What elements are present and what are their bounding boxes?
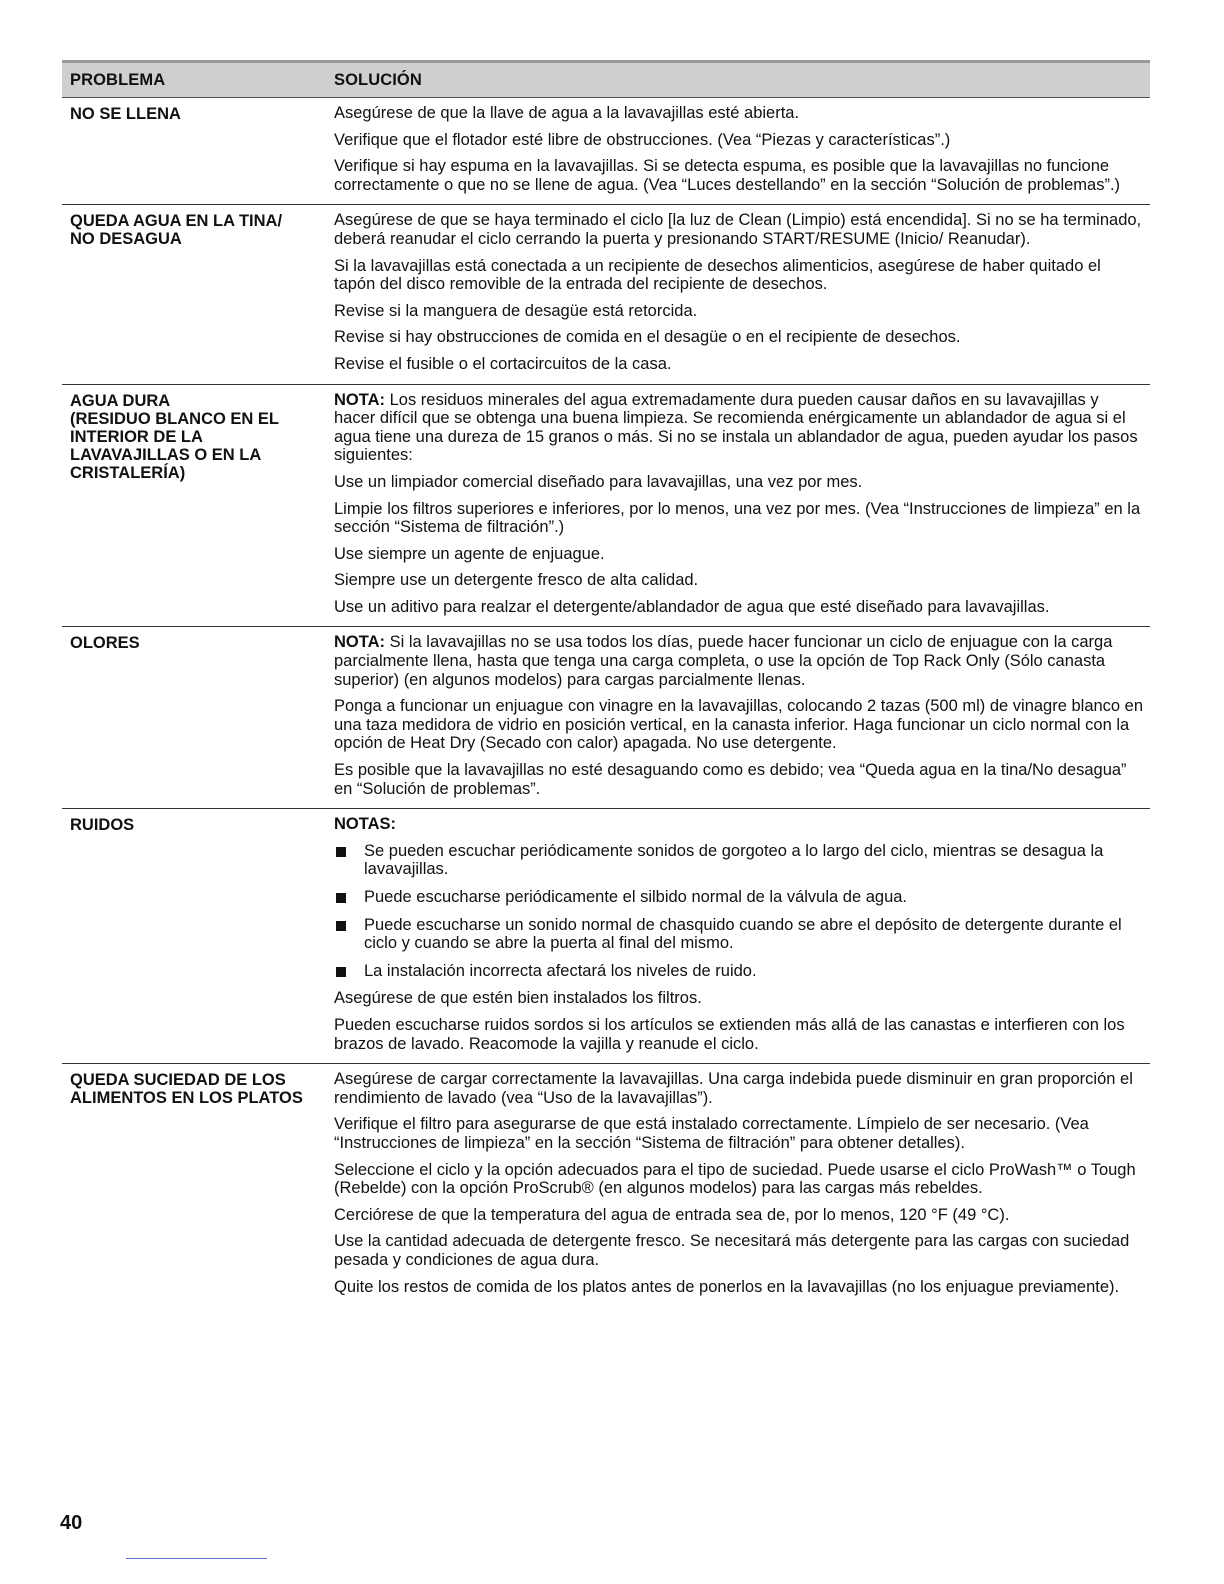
list-item bbox=[334, 962, 1144, 981]
solution-cell bbox=[334, 104, 1150, 198]
solution-cell bbox=[334, 1070, 1150, 1300]
problem-cell: NO SE LLENA bbox=[70, 105, 181, 123]
note-label: NOTA: bbox=[334, 390, 386, 409]
solution-text: Ponga a funcionar un enjuague con vinagre en la lavavajillas, colocando 2 tazas (500 ml) de vinagre blanco en una taza medidora de vidrio en posición vertical, en la canasta inferior. Haga funcionar un ciclo normal con la opción de Heat Dry (Secado con calor) apagada. No use detergente. bbox=[334, 697, 1144, 753]
problem-cell: QUEDA SUCIEDAD DE LOS ALIMENTOS EN LOS PLATOS bbox=[70, 1071, 303, 1108]
solution-text: Use siempre un agente de enjuague. bbox=[334, 544, 605, 563]
solution-text: Siempre use un detergente fresco de alta calidad. bbox=[334, 571, 699, 590]
bullet-square-icon bbox=[336, 893, 346, 903]
solution-text: Verifique si hay espuma en la lavavajillas. Si se detecta espuma, es posible que la lavavajillas no funcione correctamente o que no se llene de agua. (Vea “Luces destellando” en la sección “Solución de problemas”.) bbox=[334, 157, 1121, 194]
solution-text: Pueden escucharse ruidos sordos si los artículos se extienden más allá de las canastas e interfieren con los brazos de lavado. Reacomode la vajilla y reanude el ciclo. bbox=[334, 1015, 1125, 1053]
list-item bbox=[334, 916, 1144, 953]
header-problem: PROBLEMA bbox=[70, 70, 166, 89]
notes-list bbox=[334, 842, 1144, 981]
solution-text: Use la cantidad adecuada de detergente fresco. Se necesitará más detergente para las cargas con suciedad pesada y condiciones de agua dura. bbox=[334, 1232, 1130, 1269]
solution-text: Revise si la manguera de desagüe está retorcida. bbox=[334, 301, 698, 320]
solution-text: Asegúrese de que se haya terminado el ciclo [la luz de Clean (Limpio) está encendida]. Si no se ha terminado, deberá reanudar el ciclo cerrando la puerta y presionando START/RESUME (Inicio/ Reanudar). bbox=[334, 211, 1142, 248]
header-solution: SOLUCIÓN bbox=[334, 70, 422, 89]
table-header bbox=[62, 60, 1150, 98]
bullet-square-icon bbox=[336, 967, 346, 977]
notes-label: NOTAS: bbox=[334, 815, 397, 834]
problem-cell: OLORES bbox=[70, 634, 140, 653]
page-number: 40 bbox=[60, 1512, 83, 1534]
solution-text: Seleccione el ciclo y la opción adecuados para el tipo de suciedad. Puede usarse el ciclo ProWash™ o Tough (Rebelde) con la opción ProScrub® (en algunos modelos) para las cargas más rebeldes. bbox=[334, 1160, 1136, 1198]
note-paragraph bbox=[334, 391, 1144, 465]
list-item-text: Puede escucharse periódicamente el silbido normal de la válvula de agua. bbox=[364, 888, 908, 906]
bullet-square-icon bbox=[336, 921, 346, 931]
bullet-square-icon bbox=[336, 847, 346, 857]
solution-text: Es posible que la lavavajillas no esté desaguando como es debido; vea “Queda agua en la tina/No desagua” en “Solución de problemas”. bbox=[334, 761, 1127, 798]
solution-text: Use un limpiador comercial diseñado para lavavajillas, una vez por mes. bbox=[334, 472, 863, 491]
problem-cell: RUIDOS bbox=[70, 816, 135, 835]
solution-text: Verifique que el flotador esté libre de obstrucciones. (Vea “Piezas y características”.) bbox=[334, 130, 951, 149]
note-paragraph bbox=[334, 633, 1144, 689]
solution-text: Limpie los filtros superiores e inferiores, por lo menos, una vez por mes. (Vea “Instrucciones de limpieza” en la sección “Sistema de filtración”.) bbox=[334, 499, 1141, 537]
problem-cell bbox=[62, 391, 334, 621]
solution-cell bbox=[334, 633, 1150, 802]
solution-text: Use un aditivo para realzar el detergente/ablandador de agua que esté diseñado para lavavajillas. bbox=[334, 597, 1050, 616]
problem-cell bbox=[62, 211, 334, 377]
table-row bbox=[62, 1064, 1150, 1306]
list-item bbox=[334, 888, 1144, 907]
solution-text: Asegúrese de que estén bien instalados los filtros. bbox=[334, 989, 702, 1008]
table-row bbox=[62, 385, 1150, 628]
solution-text: Revise si hay obstrucciones de comida en el desagüe o en el recipiente de desechos. bbox=[334, 328, 961, 347]
solution-text: Asegúrese de cargar correctamente la lavavajillas. Una carga indebida puede disminuir en gran proporción el rendimiento de lavado (vea “Uso de la lavavajillas”). bbox=[334, 1070, 1133, 1107]
table-row bbox=[62, 98, 1150, 205]
note-label: NOTA: bbox=[334, 633, 386, 652]
note-text: Los residuos minerales del agua extremadamente dura pueden causar daños en su lavavajillas y hacer difícil que se obtenga una buena limpieza. Se recomienda enérgicamente un ablandador de agua si el agua tiene una dureza de 15 granos o más. Si no se instala un ablandador de agua, pueden ayudar los pasos siguientes: bbox=[334, 390, 1138, 465]
solution-text: Revise el fusible o el cortacircuitos de la casa. bbox=[334, 354, 672, 373]
solution-text: Verifique el filtro para asegurarse de que está instalado correctamente. Límpielo de ser necesario. (Vea “Instrucciones de limpieza” en la sección “Sistema de filtración” para obtener detalles). bbox=[334, 1115, 1089, 1152]
troubleshooting-table bbox=[62, 60, 1150, 1306]
solution-cell bbox=[334, 815, 1150, 1057]
solution-text: Si la lavavajillas está conectada a un recipiente de desechos alimenticios, asegúrese de haber quitado el tapón del disco removible de la entrada del recipiente de desechos. bbox=[334, 256, 1101, 294]
list-item bbox=[334, 842, 1144, 879]
table-row bbox=[62, 205, 1150, 384]
footer-divider bbox=[126, 1558, 267, 1559]
solution-text: Asegúrese de que la llave de agua a la lavavajillas esté abierta. bbox=[334, 104, 800, 122]
problem-line: QUEDA AGUA EN LA TINA/ NO DESAGUA bbox=[70, 212, 283, 249]
solution-cell bbox=[334, 391, 1150, 621]
list-item-text: La instalación incorrecta afectará los niveles de ruido. bbox=[364, 961, 757, 980]
solution-cell bbox=[334, 211, 1150, 377]
solution-text: Quite los restos de comida de los platos antes de ponerlos en la lavavajillas (no los enjuague previamente). bbox=[334, 1277, 1120, 1296]
table-row bbox=[62, 627, 1150, 809]
list-item-text: Se pueden escuchar periódicamente sonidos de gorgoteo a lo largo del ciclo, mientras se desagua la lavavajillas. bbox=[364, 841, 1104, 879]
table-row bbox=[62, 809, 1150, 1064]
list-item-text: Puede escucharse un sonido normal de chasquido cuando se abre el depósito de detergente durante el ciclo y cuando se abre la puerta al final del mismo. bbox=[364, 915, 1122, 953]
problem-line: AGUA DURA (RESIDUO BLANCO EN EL INTERIOR DE LA LAVAVAJILLAS O EN LA CRISTALERÍA) bbox=[70, 391, 279, 482]
solution-text: Cerciórese de que la temperatura del agua de entrada sea de, por lo menos, 120 °F (49 °C). bbox=[334, 1205, 1010, 1224]
note-text: Si la lavavajillas no se usa todos los días, puede hacer funcionar un ciclo de enjuague con la carga parcialmente llena, hasta que tenga una carga completa, o use la opción de Top Rack Only (Sólo canasta superior) (en algunos modelos) para cargas parcialmente llenas. bbox=[334, 633, 1113, 689]
